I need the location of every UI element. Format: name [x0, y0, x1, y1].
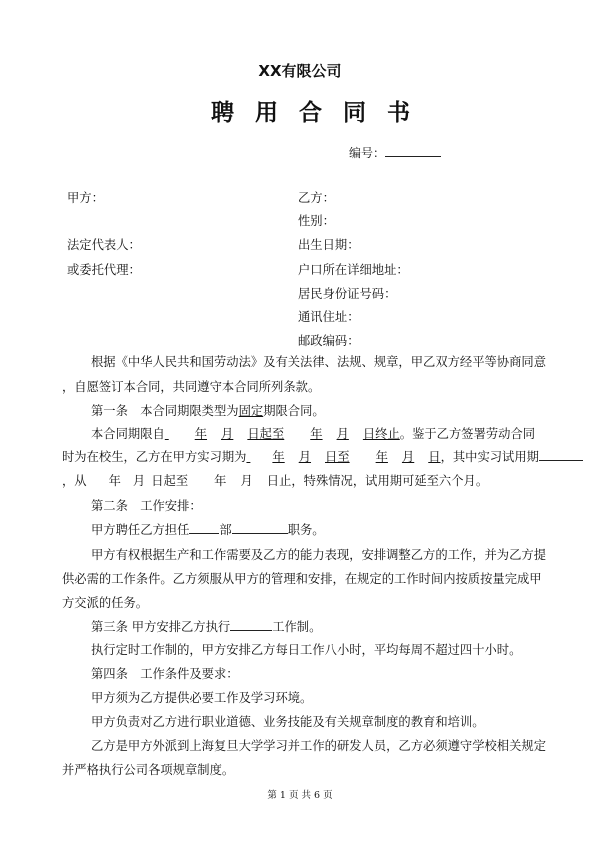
article-2-para-line-3: 方交派的任务。 — [62, 596, 149, 610]
serial-number — [349, 143, 441, 161]
serial-blank — [385, 143, 441, 157]
agent-label: 或委托代理： — [67, 263, 141, 277]
gender-label: 性别： — [298, 214, 335, 228]
article-1: 第一条 本合同期限类型为固定期限合同。 — [91, 404, 325, 418]
article-3: 第三条 甲方安排乙方执行 工作制。 — [91, 617, 321, 635]
article-4-para-1: 甲方须为乙方提供必要工作及学习环境。 — [91, 691, 313, 705]
mailing-address-label: 通讯住址： — [298, 310, 360, 324]
intro-line-1: 根据《中华人民共和国劳动法》及有关法律、法规、规章，甲乙双方经平等协商同意 — [91, 355, 546, 369]
article-3-para: 执行定时工作制的，甲方安排乙方每日工作八小时，平均每周不超过四十小时。 — [91, 643, 522, 657]
article-2-title: 第二条 工作安排： — [91, 499, 202, 513]
article-2-post: 甲方聘任乙方担任 部 职务。 — [91, 520, 325, 538]
probation-line: ，从 年 月 日起至 年 月 日止，特殊情况，试用期可延至六个月。 — [62, 474, 489, 488]
probation-blank — [539, 447, 583, 461]
serial-label: 编号： — [349, 146, 386, 160]
article-4-para-3-line-1: 乙方是甲方外派到上海复旦大学学习并工作的研发人员，乙方必须遵守学校相关规定 — [91, 739, 546, 753]
household-address-label: 户口所在详细地址： — [298, 263, 409, 277]
article-4-para-2: 甲方负责对乙方进行职业道德、业务技能及有关规章制度的教育和培训。 — [91, 715, 485, 729]
page-number: 第 1 页 共 6 页 — [267, 790, 333, 801]
article-4-title: 第四条 工作条件及要求： — [91, 667, 239, 681]
legal-rep-label: 法定代表人： — [67, 238, 141, 252]
company-name: XX有限公司 — [258, 62, 342, 80]
party-b-label: 乙方： — [298, 191, 335, 205]
article-4-para-3-line-2: 并严格执行公司各项规章制度。 — [62, 763, 235, 777]
birth-date-label: 出生日期： — [298, 238, 360, 252]
id-number-label: 居民身份证号码： — [298, 287, 397, 301]
contract-term-line: 本合同期限自 年 月 日起至 年 月 日终止。鉴于乙方签署劳动合同 — [91, 427, 536, 441]
postal-code-label: 邮政编码： — [298, 334, 360, 348]
article-2-para-line-2: 供必需的工作条件。乙方须服从甲方的管理和安排，在规定的工作时间内按质按量完成甲 — [62, 572, 542, 586]
internship-line: 时为在校生，乙方在甲方实习期为 年 月 日至 年 月 日，其中实习试用期 — [62, 447, 583, 465]
article-2-para-line-1: 甲方有权根据生产和工作需要及乙方的能力表现，安排调整乙方的工作，并为乙方提 — [91, 548, 546, 562]
party-a-label: 甲方： — [67, 191, 104, 205]
intro-line-2: ，自愿签订本合同，共同遵守本合同所列条款。 — [62, 380, 321, 394]
document-title: 聘用合同书 — [211, 100, 431, 126]
